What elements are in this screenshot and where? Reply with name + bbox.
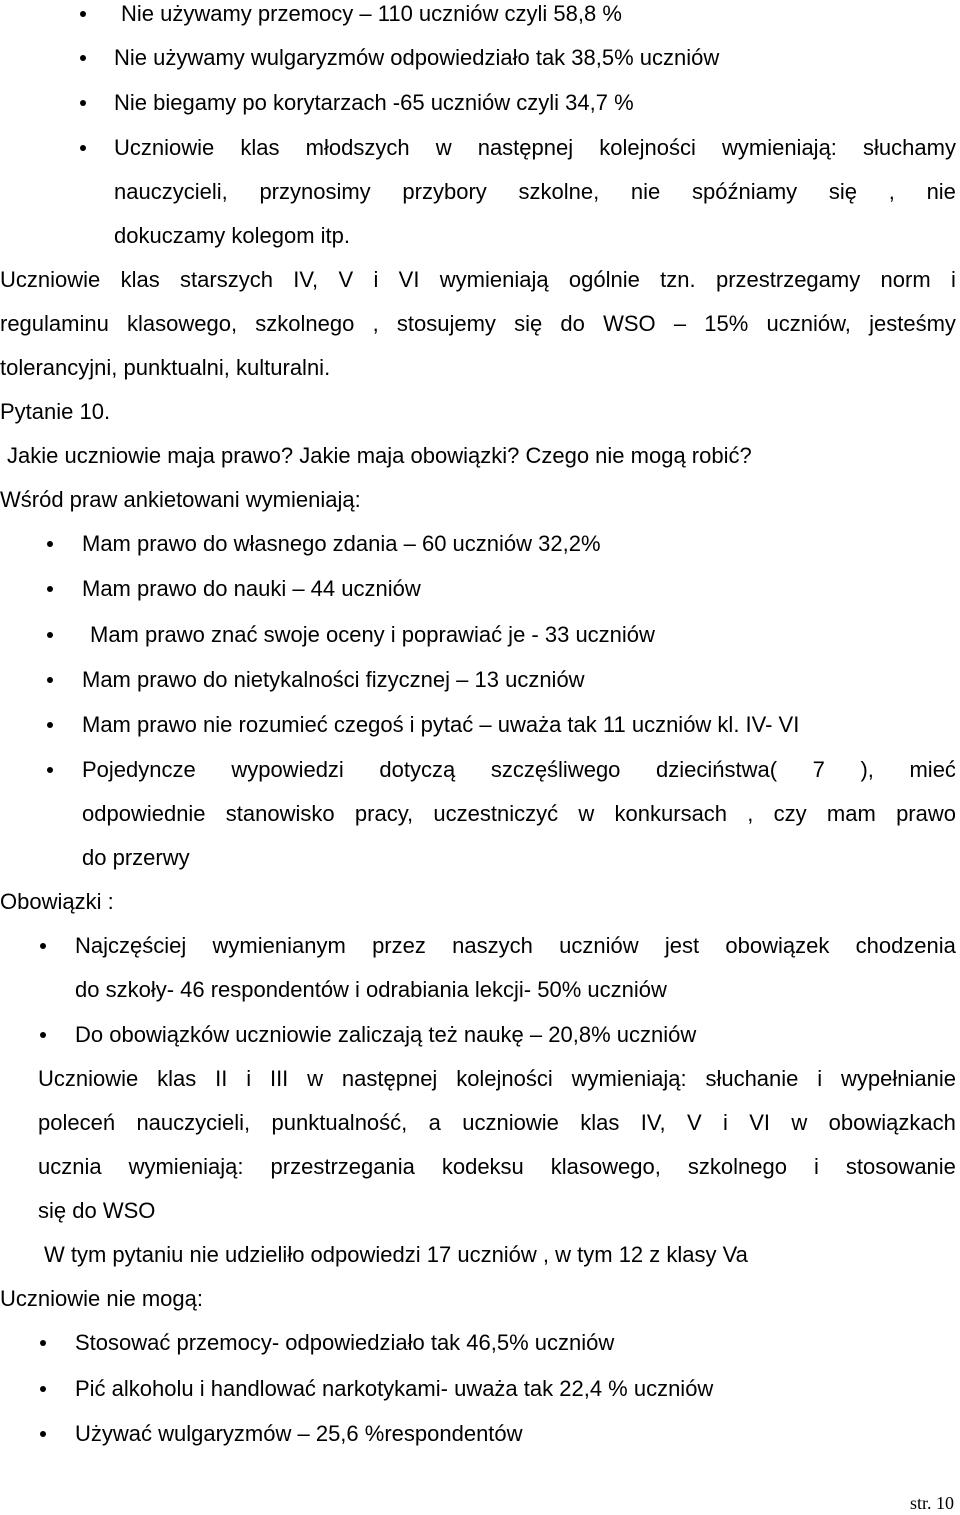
- paragraph-line: ucznia wymieniają: przestrzegania kodeksu klasowego, szkolnego i stosowanie: [38, 1154, 956, 1179]
- bullet: [40, 1431, 46, 1437]
- list-item: Stosować przemocy- odpowiedziało tak 46,5% uczniów: [75, 1330, 615, 1355]
- list-item-line: Uczniowie klas młodszych w następnej kolejności wymieniają: słuchamy: [114, 135, 956, 160]
- list-item: Mam prawo nie rozumieć czegoś i pytać – uważa tak 11 uczniów kl. IV- VI: [82, 712, 800, 737]
- duties-intro: Obowiązki :: [0, 889, 114, 914]
- bullet: [40, 1032, 46, 1038]
- paragraph-line: się do WSO: [38, 1198, 156, 1223]
- bullet: [47, 541, 53, 547]
- list-item: Mam prawo do nietykalności fizycznej – 13 uczniów: [82, 667, 585, 692]
- no-answer-note: W tym pytaniu nie udzieliło odpowiedzi 17 uczniów , w tym 12 z klasy Va: [44, 1242, 748, 1267]
- paragraph-line: tolerancyjni, punktualni, kulturalni.: [0, 355, 331, 380]
- list-item: Używać wulgaryzmów – 25,6 %respondentów: [75, 1421, 523, 1446]
- question-label: Pytanie 10.: [0, 399, 111, 424]
- list-item-line: nauczycieli, przynosimy przybory szkolne, nie spóźniamy się , nie: [114, 179, 956, 204]
- bullet: [47, 722, 53, 728]
- bullet: [47, 632, 53, 638]
- list-item: Nie biegamy po korytarzach -65 uczniów czyli 34,7 %: [114, 90, 634, 115]
- list-item: Nie używamy wulgaryzmów odpowiedziało tak 38,5% uczniów: [114, 45, 720, 70]
- bullet: [47, 586, 53, 592]
- cannot-intro: Uczniowie nie mogą:: [0, 1286, 203, 1311]
- bullet: [40, 1386, 46, 1392]
- list-item: Nie używamy przemocy – 110 uczniów czyli 58,8 %: [121, 1, 622, 26]
- page-number: str. 10: [909, 1493, 954, 1513]
- list-item-line: do przerwy: [82, 845, 190, 870]
- bullet: [80, 55, 86, 61]
- list-item: Mam prawo znać swoje oceny i poprawiać je - 33 uczniów: [90, 622, 655, 647]
- bullet: [47, 767, 53, 773]
- list-item-line: dokuczamy kolegom itp.: [114, 223, 350, 248]
- rights-intro: Wśród praw ankietowani wymieniają:: [0, 487, 361, 512]
- paragraph-line: Uczniowie klas starszych IV, V i VI wymieniają ogólnie tzn. przestrzegamy norm i: [0, 267, 956, 292]
- bullet: [80, 11, 86, 17]
- list-item: Pić alkoholu i handlować narkotykami- uważa tak 22,4 % uczniów: [75, 1376, 714, 1401]
- paragraph-line: regulaminu klasowego, szkolnego , stosujemy się do WSO – 15% uczniów, jesteśmy: [0, 311, 956, 336]
- list-item-line: do szkoły- 46 respondentów i odrabiania lekcji- 50% uczniów: [75, 977, 667, 1002]
- list-item: Do obowiązków uczniowie zaliczają też naukę – 20,8% uczniów: [75, 1022, 697, 1047]
- bullet: [40, 943, 46, 949]
- list-item: Mam prawo do nauki – 44 uczniów: [82, 576, 421, 601]
- list-item-line: Najczęściej wymienianym przez naszych uczniów jest obowiązek chodzenia: [75, 933, 956, 958]
- question-text: Jakie uczniowie maja prawo? Jakie maja obowiązki? Czego nie mogą robić?: [7, 443, 752, 468]
- paragraph-line: poleceń nauczycieli, punktualność, a uczniowie klas IV, V i VI w obowiązkach: [38, 1110, 956, 1135]
- bullet: [40, 1340, 46, 1346]
- list-item: Mam prawo do własnego zdania – 60 uczniów 32,2%: [82, 531, 601, 556]
- paragraph-line: Uczniowie klas II i III w następnej kolejności wymieniają: słuchanie i wypełnianie: [38, 1066, 956, 1091]
- bullet: [80, 100, 86, 106]
- bullet: [47, 677, 53, 683]
- list-item-line: Pojedyncze wypowiedzi dotyczą szczęśliwego dzieciństwa( 7 ), mieć: [82, 757, 956, 782]
- list-item-line: odpowiednie stanowisko pracy, uczestniczyć w konkursach , czy mam prawo: [82, 801, 956, 826]
- bullet: [80, 145, 86, 151]
